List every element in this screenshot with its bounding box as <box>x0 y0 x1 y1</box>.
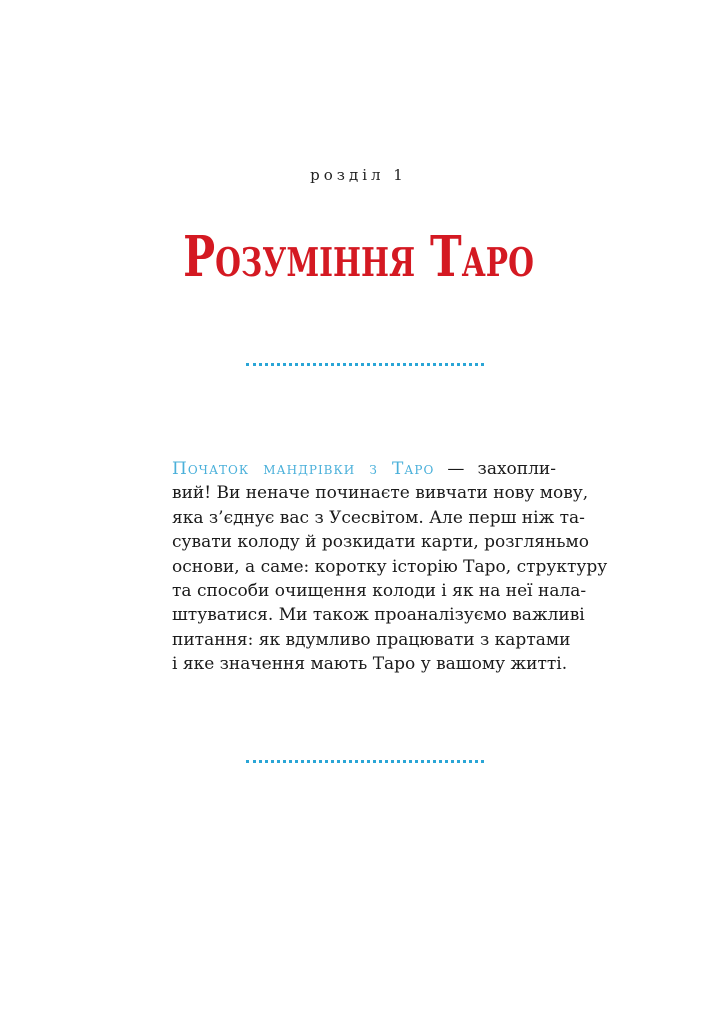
intro-line-1-text: — захопли- <box>434 459 556 479</box>
chapter-label: розділ 1 <box>310 166 407 184</box>
intro-line-7: штуватися. Ми також проаналізуємо важливі <box>172 605 585 626</box>
intro-line-1 <box>172 457 556 481</box>
bottom-dotted-divider <box>246 760 484 763</box>
intro-line-3: яка з’єднує вас з Усесвітом. Але перш ніж та- <box>172 507 585 528</box>
intro-line-8: питання: як вдумливо працювати з картами <box>172 629 571 650</box>
intro-line-5: основи, а саме: коротку історію Таро, структуру <box>172 556 608 577</box>
intro-line-2: вий! Ви неначе починаєте вивчати нову мову, <box>172 483 589 504</box>
intro-line-4: сувати колоду й розкидати карти, розгляньмо <box>172 532 590 553</box>
intro-paragraph <box>172 457 608 677</box>
intro-lead-phrase: Початок мандрівки з Таро <box>172 459 435 479</box>
intro-line-6: та способи очищення колоди і як на неї нала- <box>172 581 587 602</box>
chapter-title: Розуміння Таро <box>183 224 534 290</box>
intro-line-9: і яке значення мають Таро у вашому житті. <box>172 654 568 675</box>
top-dotted-divider <box>246 363 484 366</box>
